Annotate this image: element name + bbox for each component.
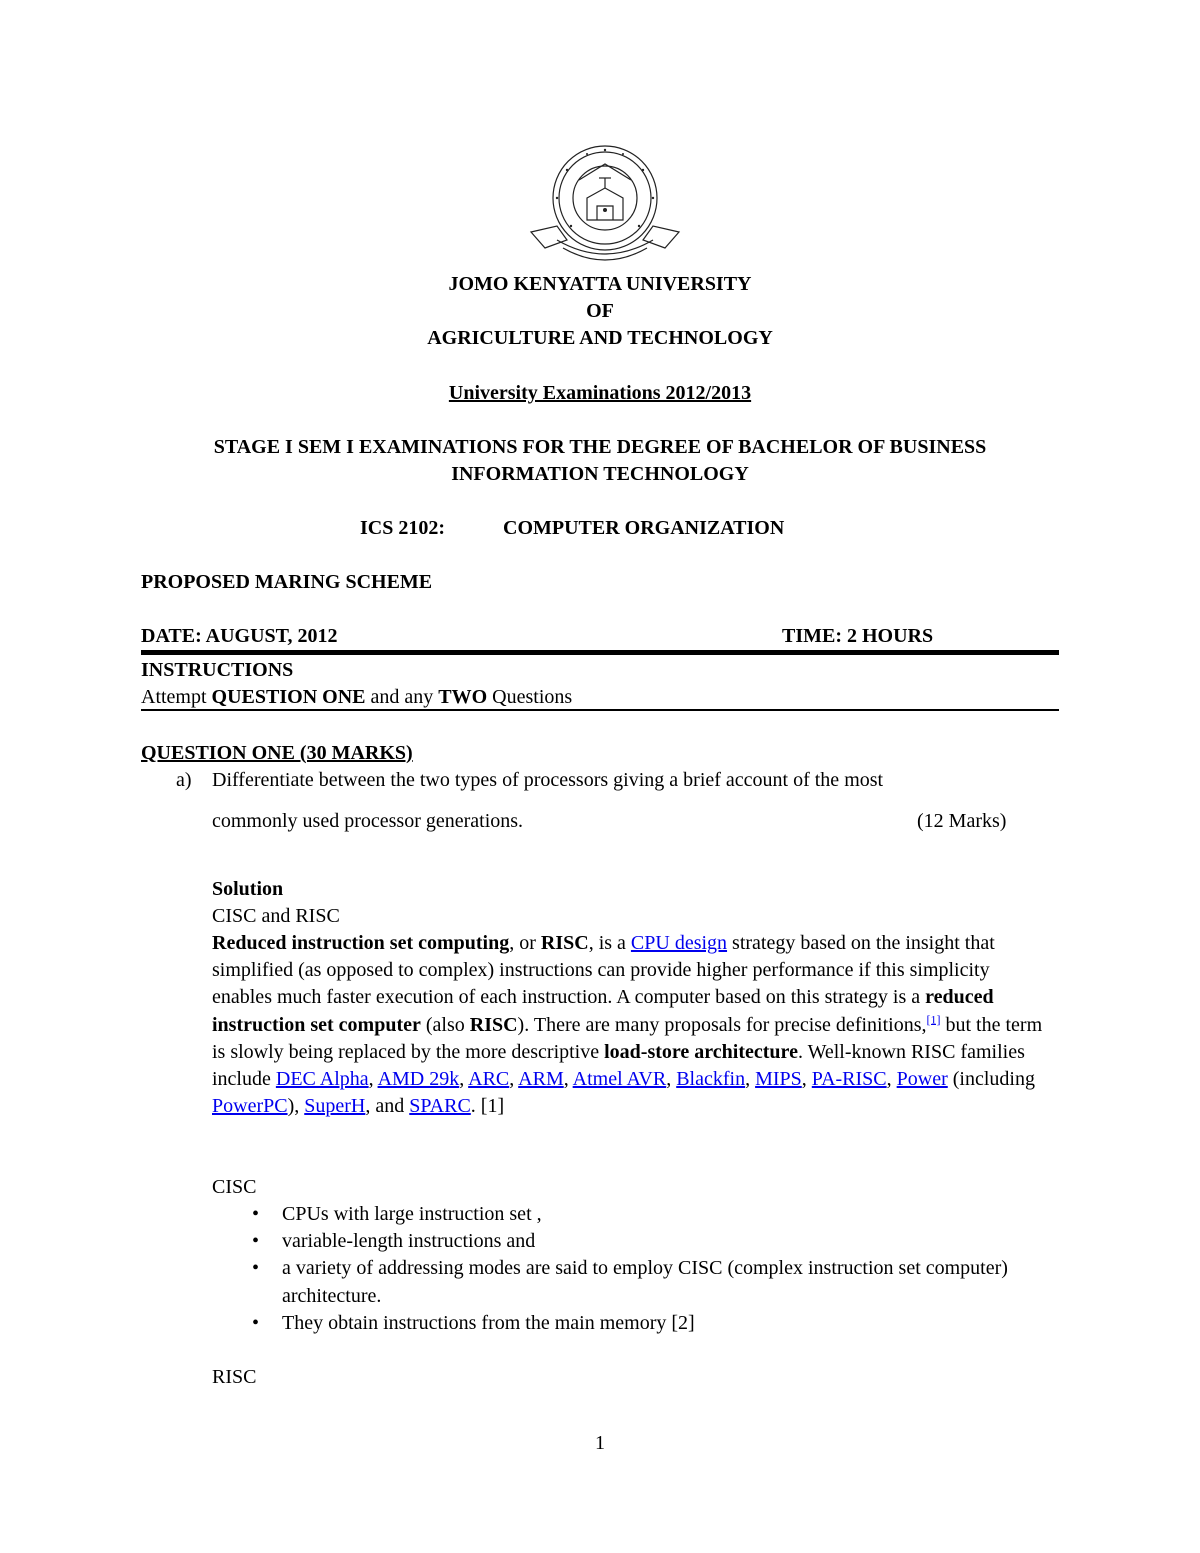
text-run: strategy based on the insight that simplified (as opposed to complex) instructions can provide higher performance if this simplicity enables much faster execution of each instruction. A computer based on this strategy is a <box>212 932 995 1009</box>
separator: , <box>886 1068 897 1091</box>
bullet-text: variable-length instructions and <box>282 1230 536 1253</box>
exam-year-text: University Examinations 2012/2013 <box>448 382 752 404</box>
page-number: 1 <box>595 1432 605 1454</box>
instr-and-any: and any <box>370 686 434 708</box>
text-run: but the term is slowly being replaced by the more descriptive <box>212 1013 1043 1063</box>
question-one-heading <box>141 740 413 766</box>
text-run: , or <box>509 932 541 954</box>
exam-year-title <box>0 380 1200 406</box>
text-run: ), <box>287 1095 305 1118</box>
university-seal-logo <box>527 140 683 268</box>
risc-abbrev: RISC <box>540 932 589 954</box>
bullet-icon: • <box>252 1257 260 1280</box>
question-one-heading-text: QUESTION ONE (30 MARKS) <box>141 742 413 764</box>
course-name: COMPUTER ORGANIZATION <box>503 517 785 539</box>
separator: , <box>666 1068 677 1091</box>
separator: , <box>745 1068 756 1091</box>
risc-abbrev-2: RISC <box>469 1013 518 1036</box>
part-a-text-line1: Differentiate between the two types of processors giving a brief account of the most <box>212 769 884 791</box>
list-item <box>212 1255 1052 1309</box>
solution-label: Solution <box>212 878 284 900</box>
link-power[interactable]: Power <box>896 1068 948 1091</box>
load-store-term: load-store architecture <box>604 1040 798 1063</box>
link-atmel-avr[interactable]: Atmel AVR <box>572 1068 667 1091</box>
risc-computer-term: reduced instruction set computer <box>212 986 994 1036</box>
link-arm[interactable]: ARM <box>518 1068 564 1091</box>
cisc-heading: CISC <box>212 1176 257 1198</box>
text-run: , is a <box>588 932 631 954</box>
exam-date: DATE: AUGUST, 2012 <box>141 625 338 647</box>
link-cpu-design[interactable]: CPU design <box>630 932 728 954</box>
degree-line2: INFORMATION TECHNOLOGY <box>451 463 749 485</box>
exam-time: TIME: 2 HOURS <box>782 625 934 647</box>
text-run: (also <box>420 1013 470 1036</box>
link-mips[interactable]: MIPS <box>755 1068 802 1091</box>
list-item <box>212 1228 1052 1255</box>
bullet-text: They obtain instructions from the main memory [2] <box>282 1311 695 1334</box>
link-blackfin[interactable]: Blackfin <box>676 1068 746 1091</box>
instr-attempt: Attempt <box>141 686 207 708</box>
risc-paragraph <box>212 930 1052 1120</box>
instructions-text <box>141 684 572 710</box>
university-name-line1: JOMO KENYATTA UNIVERSITY <box>448 273 752 295</box>
part-a-label: a) <box>176 769 192 791</box>
instr-questions: Questions <box>492 686 573 708</box>
divider-thin <box>141 709 1059 711</box>
text-run: (including <box>947 1068 1035 1091</box>
link-powerpc[interactable]: PowerPC <box>212 1095 288 1118</box>
link-arc[interactable]: ARC <box>468 1068 510 1091</box>
cisc-bullet-list <box>212 1201 1052 1337</box>
link-dec-alpha[interactable]: DEC Alpha <box>275 1068 369 1091</box>
link-pa-risc[interactable]: PA-RISC <box>811 1068 887 1091</box>
bullet-text: CPUs with large instruction set , <box>282 1203 542 1225</box>
solution-subtitle: CISC and RISC <box>212 905 340 927</box>
separator: , <box>563 1068 573 1091</box>
marking-scheme-title: PROPOSED MARING SCHEME <box>141 571 433 593</box>
list-item <box>212 1201 1052 1228</box>
degree-line1: STAGE I SEM I EXAMINATIONS FOR THE DEGREE OF BACHELOR OF BUSINESS <box>213 436 987 458</box>
bullet-icon: • <box>252 1230 260 1253</box>
text-run: . Well-known RISC families include <box>212 1040 1025 1091</box>
link-amd-29k[interactable]: AMD 29k <box>377 1068 460 1091</box>
bullet-icon: • <box>252 1311 260 1334</box>
part-a-text-line2: commonly used processor generations. <box>212 810 524 832</box>
instr-question-one: QUESTION ONE <box>211 686 366 708</box>
text-run: , and <box>365 1095 410 1118</box>
separator: , <box>368 1068 378 1091</box>
citation-link-1[interactable]: [1] <box>926 1011 941 1026</box>
link-sparc[interactable]: SPARC <box>409 1095 471 1118</box>
bullet-icon: • <box>252 1203 260 1225</box>
divider-thick <box>141 650 1059 655</box>
part-a-marks: (12 Marks) <box>917 810 1007 832</box>
link-superh[interactable]: SuperH <box>304 1095 366 1118</box>
risc-term: Reduced instruction set computing <box>212 932 510 954</box>
separator: , <box>509 1068 519 1091</box>
course-code: ICS 2102: <box>360 517 446 539</box>
list-item <box>212 1310 1052 1337</box>
bullet-text: a variety of addressing modes are said to employ CISC (complex instruction set computer) architecture. <box>282 1257 1008 1307</box>
instr-two: TWO <box>438 686 488 708</box>
separator: , <box>459 1068 469 1091</box>
risc-heading: RISC <box>212 1366 257 1388</box>
text-run: . [1] <box>470 1095 505 1118</box>
instructions-heading: INSTRUCTIONS <box>141 659 294 681</box>
university-name-line2: OF <box>586 300 614 322</box>
separator: , <box>801 1068 812 1091</box>
text-run: ). There are many proposals for precise definitions, <box>517 1013 927 1036</box>
university-name-line3: AGRICULTURE AND TECHNOLOGY <box>427 327 773 349</box>
